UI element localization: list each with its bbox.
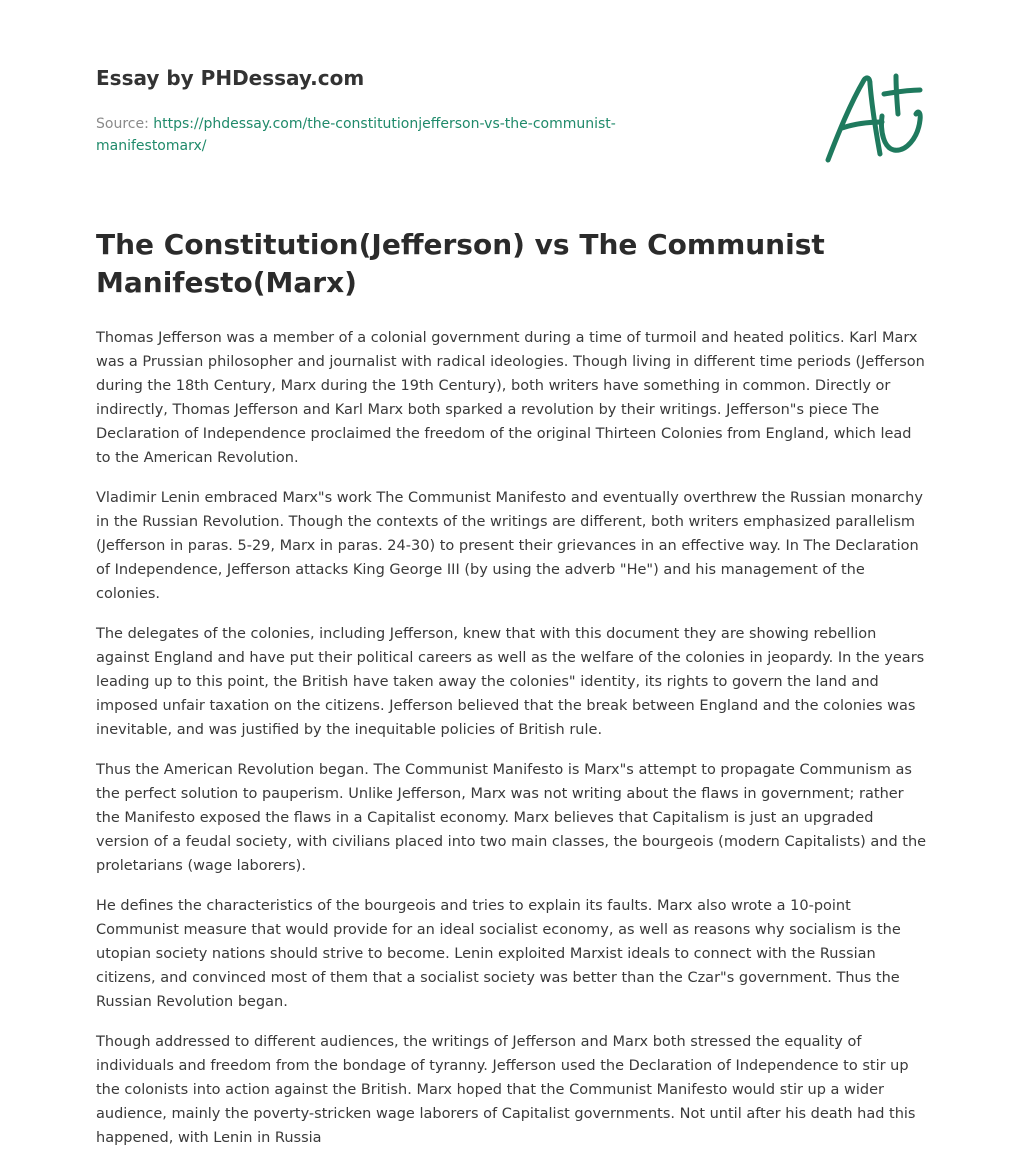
source-line	[96, 113, 676, 157]
paragraph: The delegates of the colonies, including Jefferson, knew that with this document they are showing rebellion against England and have put their political careers as well as the welfare of the colonies in jeopardy. In the years leading up to this point, the British have taken away the colonies" identity, its rights to govern the land and imposed unfair taxation on the citizens. Jefferson believed that the break between England and the colonies was inevitable, and was justified by the inequitable policies of British rule.	[96, 626, 925, 738]
paragraph: He defines the characteristics of the bourgeois and tries to explain its faults. Marx also wrote a 10-point Communist measure that would provide for an ideal socialist economy, as well as reasons why socialism is the utopian society nations should strive to become. Lenin exploited Marxist ideals to connect with the Russian citizens, and convinced most of them that a socialist society was better than the Czar"s government. Thus the Russian Revolution began.	[96, 898, 901, 1010]
paragraph: Though addressed to different audiences, the writings of Jefferson and Marx both stressed the equality of individuals and freedom from the bondage of tyranny. Jefferson used the Declaration of Independence to stir up the colonists into action against the British. Marx hoped that the Communist Manifesto would stir up a wider audience, mainly the poverty-stricken wage laborers of Capitalist governments. Not until after his death had this happened, with Lenin in Russia	[96, 1034, 916, 1146]
source-label: Source:	[96, 116, 154, 132]
paragraph: Thus the American Revolution began. The Communist Manifesto is Marx"s attempt to propagate Communism as the perfect solution to pauperism. Unlike Jefferson, Marx was not writing about the flaws in government; rather the Manifesto exposed the flaws in a Capitalist economy. Marx believes that Capitalism is just an upgraded version of a feudal society, with civilians placed into two main classes, the bourgeois (modern Capitalists) and the proletarians (wage laborers).	[96, 762, 927, 874]
paragraph: Thomas Jefferson was a member of a colonial government during a time of turmoil and heated politics. Karl Marx was a Prussian philosopher and journalist with radical ideologies. Though living in different time periods (Jefferson during the 18th Century, Marx during the 19th Century), both writers have something in common. Directly or indirectly, Thomas Jefferson and Karl Marx both sparked a revolution by their writings. Jefferson"s piece The Declaration of Independence proclaimed the freedom of the original Thirteen Colonies from England, which lead to the American Revolution.	[96, 330, 925, 466]
essay-body	[96, 326, 928, 1166]
a-plus-grade-icon	[824, 68, 926, 164]
source-link[interactable]: https://phdessay.com/the-constitutionjefferson-vs-the-communist-manifestomarx/	[96, 116, 616, 154]
paragraph: Vladimir Lenin embraced Marx"s work The Communist Manifesto and eventually overthrew the Russian monarchy in the Russian Revolution. Though the contexts of the writings are different, both writers emphasized parallelism (Jefferson in paras. 5-29, Marx in paras. 24-30) to present their grievances in an effective way. In The Declaration of Independence, Jefferson attacks King George III (by using the adverb "He") and his management of the colonies.	[96, 490, 923, 602]
site-brand: Essay by PHDessay.com	[96, 66, 365, 90]
essay-title: The Constitution(Jefferson) vs The Communist Manifesto(Marx)	[96, 228, 825, 299]
